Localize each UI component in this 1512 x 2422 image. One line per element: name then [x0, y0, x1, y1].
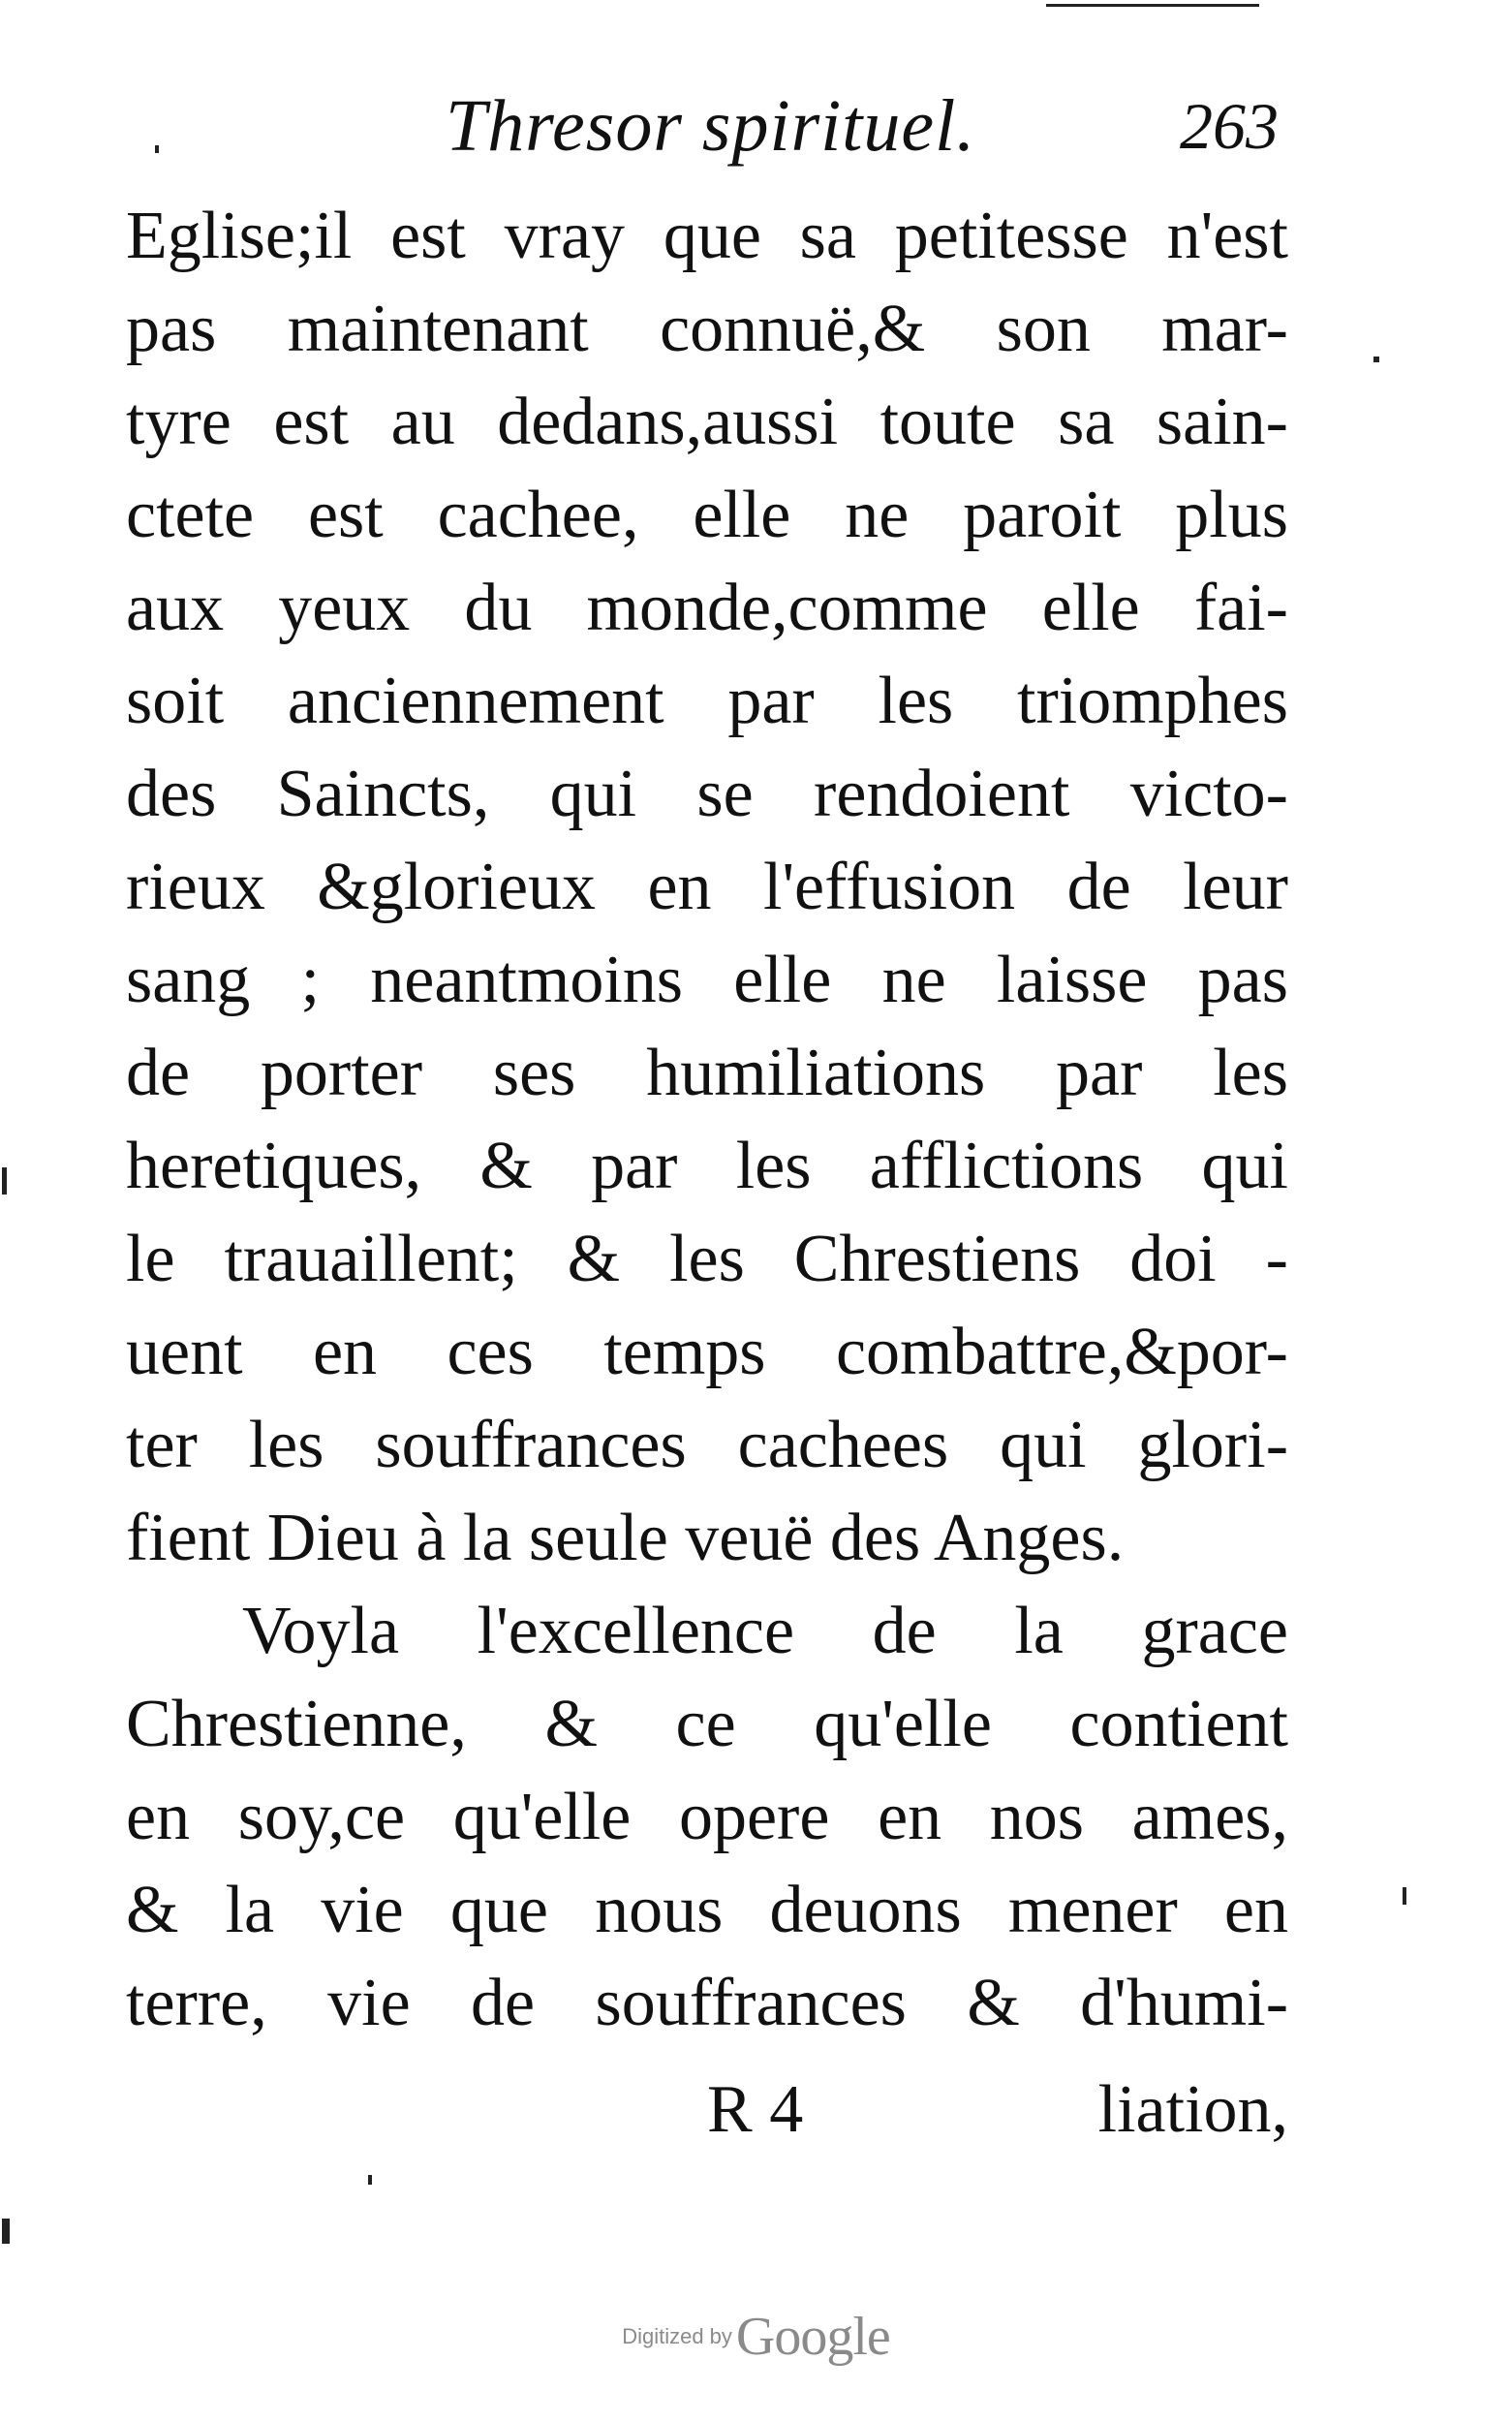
text-line: Eglise;il est vray que sa petitesse n'est	[126, 199, 1288, 273]
text-line: terre, vie de souffrances & d'humi-	[126, 1966, 1288, 2040]
text-line: sang ; neantmoins elle ne laisse pas	[126, 943, 1288, 1017]
text-line: uent en ces temps combattre,&por-	[126, 1315, 1288, 1389]
running-head	[426, 73, 1279, 179]
body-text	[126, 190, 1288, 2050]
text-line: Chrestienne, & ce qu'elle contient	[126, 1687, 1288, 1761]
scan-speck	[2, 2219, 10, 2244]
text-line: heretiques, & par les afflictions qui	[126, 1129, 1288, 1203]
page-footer	[126, 2062, 1288, 2158]
scan-speck	[368, 2175, 372, 2185]
text-line: fient Dieu à la seule veuë des Anges.	[126, 1501, 1125, 1575]
paragraph-first-line: Voyla l'excellence de la grace	[242, 1594, 1288, 1668]
text-line: en soy,ce qu'elle opere en nos ames,	[126, 1780, 1288, 1854]
digitized-by-text: Digitized by	[622, 2324, 732, 2348]
scan-speck	[2, 1167, 7, 1195]
text-line: soit anciennement par les triomphes	[126, 664, 1288, 738]
text-line: de porter ses humiliations par les	[126, 1036, 1288, 1110]
text-line: ctete est cachee, elle ne paroit plus	[126, 478, 1288, 552]
text-line: pas maintenant connuë,& son mar-	[126, 292, 1288, 366]
text-line: rieux &glorieux en l'effusion de leur	[126, 850, 1288, 924]
text-line: tyre est au dedans,aussi toute sa sain-	[126, 385, 1288, 459]
text-line: ter les souffrances cachees qui glori-	[126, 1408, 1288, 1482]
text-line: le trauaillent; & les Chrestiens doi -	[126, 1222, 1288, 1296]
page-number: 263	[1180, 89, 1279, 163]
signature-mark: R 4	[707, 2072, 804, 2147]
scan-speck	[1403, 1887, 1406, 1905]
running-title: Thresor spirituel.	[446, 85, 976, 167]
google-logo: Google	[735, 2307, 890, 2367]
scan-speck	[1046, 4, 1259, 7]
text-line: des Saincts, qui se rendoient victo-	[126, 757, 1288, 831]
scan-speck	[155, 145, 159, 153]
scan-speck	[1373, 357, 1379, 362]
text-line: aux yeux du monde,comme elle fai-	[126, 571, 1288, 645]
digitized-watermark	[0, 2306, 1512, 2383]
text-line: & la vie que nous deuons mener en	[126, 1873, 1288, 1947]
catchword: liation,	[1097, 2072, 1288, 2147]
